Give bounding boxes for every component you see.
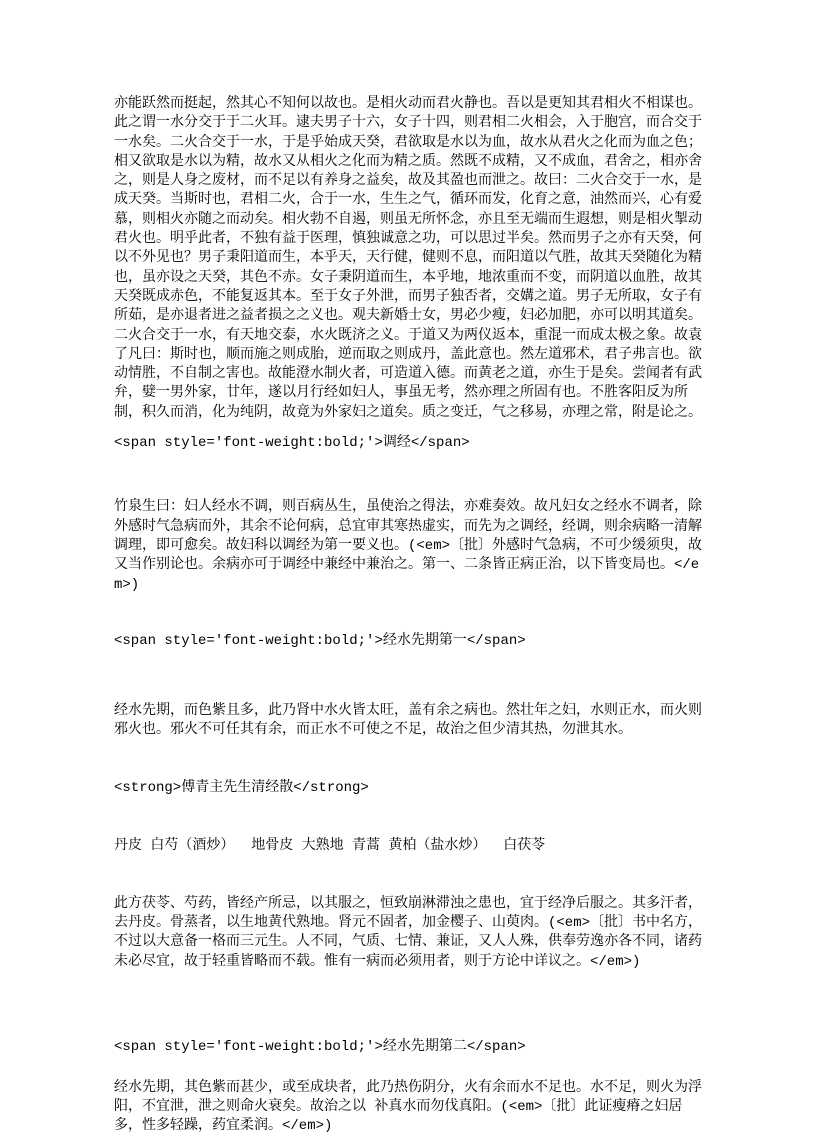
section-1-commentary: 此方茯苓、芍药，皆经产所忌，以其服之，恒致崩淋滞浊之患也，宜于经净后服之。其多汗者，去丹皮。骨蒸者，以生地黄代熟地。肾元不固者，加金樱子、山萸肉。(<em>〔批〕书中名方，不过以大意备一格而三元生。人不同，气质、七情、兼证，又人人殊，供奉劳逸亦各不同，诸药未必尽宜，故于轻重皆略而不载。惟有一病而必须用者，则于方论中详议之。</em>) bbox=[114, 895, 703, 970]
section-1-herb-list: 丹皮 白芍（酒炒） 地骨皮 大熟地 青蒿 黄柏（盐水炒） 白茯苓 bbox=[114, 837, 546, 854]
literal-heading-tiaojing: <span style='font-weight:bold;'>调经</span> bbox=[114, 435, 470, 452]
section-1-body-text: 经水先期，而色紫且多，此乃肾中水火皆太旺，盖有余之病也。然壮年之妇，水则正水，而火则邪火也。邪火不可任其有余，而正水不可使之不足，故治之但少清其热，勿泄其水。 bbox=[114, 702, 702, 739]
section-1-formula-title-literal: <strong>傅青主先生清经散</strong> bbox=[114, 779, 369, 796]
literal-heading-jingshui-xianqi-1: <span style='font-weight:bold;'>经水先期第一</span> bbox=[114, 632, 526, 649]
body-paragraph-zhuquansheng: 竹泉生曰：妇人经水不调，则百病丛生，虽使治之得法，亦难奏效。故凡妇女之经水不调者，除外感时气急病而外，其余不论何病，总宜审其寒热虚实，而先为之调经，经调，则余病略一清解调理，即可愈矣。故妇科以调经为第一要义也。(<em>〔批〕外感时气急病，不可少缓须臾，故又当作别论也。余病亦可于调经中兼经中兼治之。第一、二条皆正病正治，以下皆变局也。</em>) bbox=[114, 499, 703, 593]
body-paragraph-section-2: 经水先期，其色紫而甚少，或至成块者，此乃热伤阴分，火有余而水不足也。水不足，则火为浮阳，不宜泄，泄之则命火衰矣。故治之以 补真水而勿伐真阳。(<em>〔批〕此证瘦瘠之妇居多，性多轻躁，药宜柔润。</em>) bbox=[114, 1079, 702, 1135]
body-paragraph-intro: 亦能跃然而挺起，然其心不知何以故也。是相火动而君火静也。吾以是更知其君相火不相谋也。此之谓一水分交于于二火耳。逮夫男子十六，女子十四，则君相二火相会，入于胞宫，而合交于一水矣。二火合交于一水，于是乎始成天癸，君欲取是水以为血，故水从君火之化而为血之色；相又欲取是水以为精，故水又从相火之化而为精之质。然既不成精，又不成血，君舍之，相亦舍之，则是人身之废材，而不足以有养身之益矣，故及其盈也而泄之。故曰：二火合交于一水，是成天癸。当斯时也，君相二火，合于一水，生生之气，循环而发，化育之意，油然而兴，心有爱慕，则相火亦随之而动矣。相火勃不自遏，则虽无所怀念，亦且至无端而生遐想，则是相火掣动君火也。明乎此者，不独有益于医理，慎独诚意之功，可以思过半矣。然而男子之亦有天癸，何以不外见也？男子秉阳道而生，本乎天，天行健，健则不息，而阳道以气胜，故其天癸随化为精也，虽亦设之天癸，其色不赤。女子秉阴道而生，本乎地，地浓重而不变，而阴道以血胜，故其天癸既成赤色，不能复返其本。至于女子外泄，而男子独否者，交媾之道。男子无所取，女子有所茹，是亦退者进之益者损之之义也。观夫新婚士女，男必少瘦，妇必加肥，亦可以明其道矣。二火合交于一水，有天地交泰，水火既济之义。于道又为两仪返本，重混一而成太极之象。故袁了凡曰：斯时也，顺而施之则成胎，逆而取之则成丹，盖此意也。然左道邪术，君子弗言也。欲动情胜，不自制之害也。故能澄水制火者，可造道入德。而黄老之道，亦生于是矣。尝闻者有武弁，嬖一男外家，廿年，遂以月行经如妇人，事虽无考，然亦理之所固有也。不胜客阳反为所制，积久而消，化为纯阴，故竟为外家妇之道矣。质之变迁，气之移易，亦理之常，附是论之。 bbox=[114, 96, 702, 421]
literal-heading-jingshui-xianqi-2: <span style='font-weight:bold;'>经水先期第二</span> bbox=[114, 1039, 526, 1056]
section-jingshui-xianqi-1 bbox=[114, 663, 704, 1010]
